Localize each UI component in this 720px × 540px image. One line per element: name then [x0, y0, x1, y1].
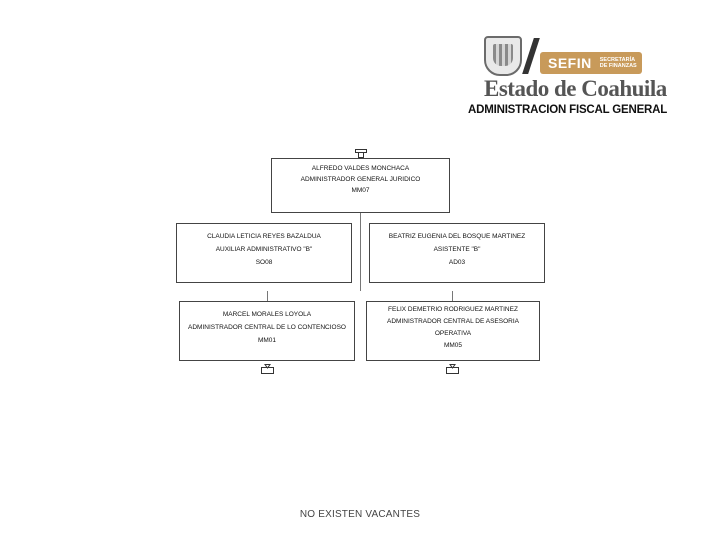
- node-code: SO08: [255, 259, 273, 266]
- vacancies-note: NO EXISTEN VACANTES: [299, 509, 421, 520]
- sefin-label: SEFIN: [548, 55, 592, 71]
- org-node-assistant-right: [369, 223, 545, 283]
- org-node-child-left: [179, 301, 355, 361]
- org-node-child-right: [366, 301, 540, 361]
- node-title: ADMINISTRADOR CENTRAL DE LO CONTENCIOSO: [188, 324, 346, 331]
- expand-down-icon[interactable]: [261, 364, 274, 374]
- sefin-badge: [540, 52, 642, 74]
- node-code: MM01: [257, 337, 277, 344]
- sefin-subtitle: [600, 57, 637, 69]
- node-title: ASISTENTE "B": [433, 246, 481, 253]
- sefin-subtitle-line-1: SECRETARÍA: [599, 57, 636, 63]
- node-name: MARCEL MORALES LOYOLA: [222, 311, 312, 318]
- coat-of-arms-icon: [484, 36, 522, 76]
- node-name: ALFREDO VALDES MONCHACA: [311, 165, 410, 172]
- node-code: MM05: [443, 342, 463, 349]
- node-name: CLAUDIA LETICIA REYES BAZALDUA: [207, 233, 321, 240]
- header-logo: [470, 34, 670, 118]
- org-node-assistant-left: [176, 223, 352, 283]
- trunk-line: [360, 213, 361, 291]
- node-title: ADMINISTRADOR GENERAL JURIDICO: [300, 176, 421, 183]
- node-name: FELIX DEMETRIO RODRIGUEZ MARTINEZ: [388, 306, 518, 313]
- agency-name: ADMINISTRACION FISCAL GENERAL: [468, 104, 668, 116]
- node-title: ADMINISTRADOR CENTRAL DE ASESORIA: [387, 318, 519, 325]
- expand-down-icon[interactable]: [446, 364, 459, 374]
- state-name: Estado de Coahuila: [484, 76, 667, 101]
- node-code: MM07: [351, 187, 370, 194]
- org-node-root: [271, 158, 450, 213]
- divider-slash: [522, 38, 540, 74]
- node-code: AD03: [448, 259, 466, 266]
- connector-left-stub: [267, 291, 268, 301]
- expand-up-icon[interactable]: [355, 149, 367, 158]
- node-title-cont: OPERATIVA: [434, 330, 472, 337]
- sefin-subtitle-line-2: DE FINANZAS: [599, 63, 637, 69]
- node-title: AUXILIAR ADMINISTRATIVO "B": [215, 246, 313, 253]
- connector-right-stub: [452, 291, 453, 301]
- node-name: BEATRIZ EUGENIA DEL BOSQUE MARTINEZ: [388, 233, 526, 240]
